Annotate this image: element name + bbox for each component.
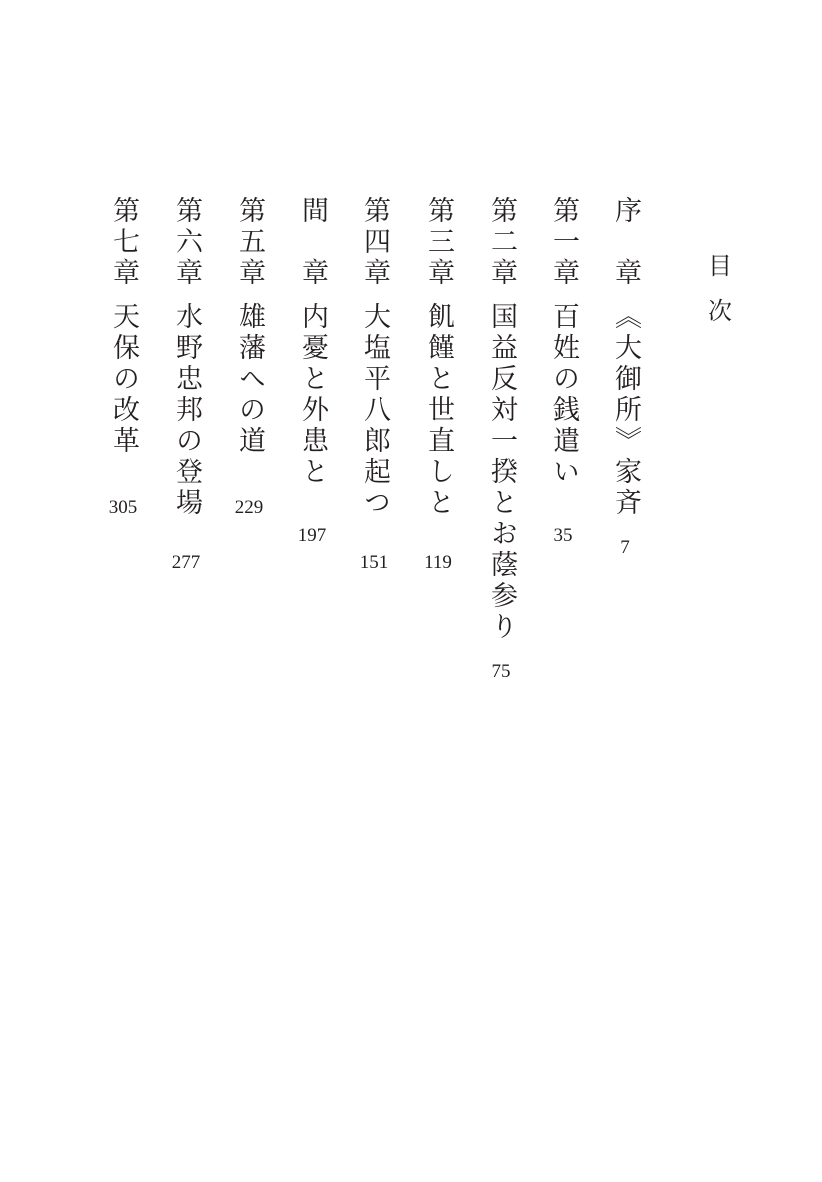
chapter-title: 飢饉と世直しと — [423, 302, 454, 519]
chapter-label: 第七章 — [108, 196, 139, 289]
toc-heading-char-1: 目 — [708, 252, 732, 280]
page-number: 277 — [171, 552, 201, 573]
page-number: 197 — [297, 525, 327, 546]
toc-heading-char-2: 次 — [708, 297, 732, 325]
chapter-title: 内憂と外患と — [297, 302, 328, 488]
page-number: 75 — [491, 661, 511, 682]
page-number: 7 — [620, 537, 630, 558]
chapter-title: 天保の改革 — [108, 302, 139, 457]
chapter-title: 国益反対一揆とお蔭参り — [486, 302, 517, 643]
chapter-title: 百姓の銭遣い — [548, 302, 579, 488]
chapter-title: 《大御所》家斉 — [610, 302, 641, 519]
chapter-label: 第三章 — [423, 196, 454, 289]
chapter-label: 間 章 — [297, 196, 328, 289]
chapter-label: 序 章 — [610, 196, 641, 289]
page-number: 229 — [234, 497, 264, 518]
chapter-label: 第二章 — [486, 196, 517, 289]
chapter-label: 第四章 — [359, 196, 390, 289]
chapter-title: 雄藩への道 — [234, 302, 265, 457]
page-number: 35 — [553, 525, 573, 546]
chapter-label: 第五章 — [234, 196, 265, 289]
chapter-title: 水野忠邦の登場 — [171, 302, 202, 519]
page-number: 151 — [359, 552, 389, 573]
chapter-title: 大塩平八郎起つ — [359, 302, 390, 519]
chapter-label: 第六章 — [171, 196, 202, 289]
chapter-label: 第一章 — [548, 196, 579, 289]
page-number: 305 — [108, 497, 138, 518]
page-number: 119 — [424, 552, 452, 573]
